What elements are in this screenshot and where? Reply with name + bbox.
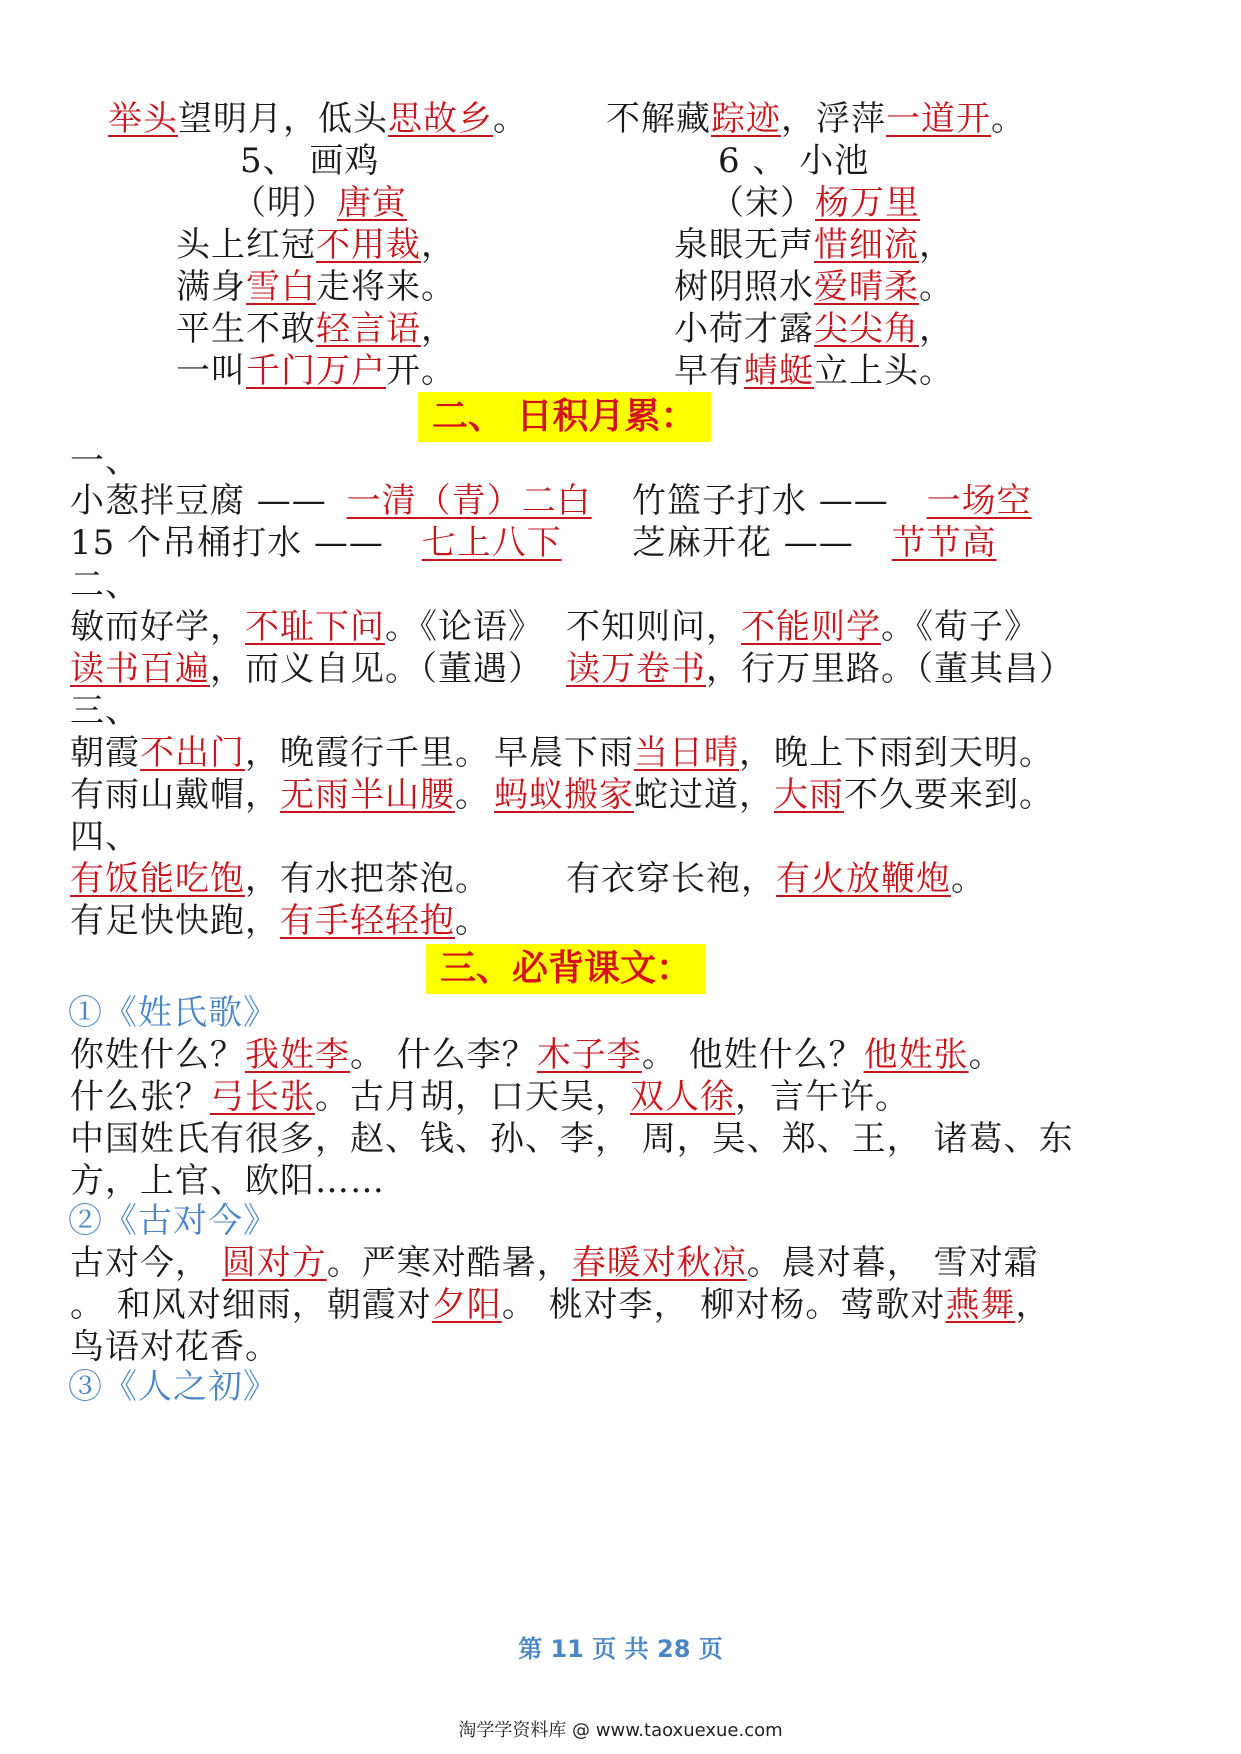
answer: 读万卷书 [566,649,706,689]
answer: 读书百遍 [70,649,210,689]
poem-line-left-top: 举头望明月，低头思故乡。 [108,99,528,139]
part-label: 一、 [70,441,140,481]
answer: 七上八下 [421,523,562,563]
poem-line-right-top: 不解藏踪迹，浮萍一道开。 [606,99,1026,139]
text-title: ②《古对今》 [68,1201,278,1241]
proverb-row: 有雨山戴帽，无雨半山腰。 [70,775,490,815]
text-title: ①《姓氏歌》 [68,993,278,1033]
quote-row: 敏而好学，不耻下问。《论语》 [70,607,543,647]
poem6-line-2: 树阴照水爱晴柔。 [674,267,954,307]
section-heading: 三、必背课文： [426,944,706,994]
poem5-line-3: 平生不敢轻言语， [176,309,456,349]
idiom-row: 15 个吊桶打水 —— 七上八下 [70,523,562,563]
poem6-line-3: 小荷才露尖尖角， [674,309,954,349]
answer: 当日晴 [634,733,739,773]
answer: 弓长张 [210,1077,315,1117]
answer: 一场空 [926,481,1032,521]
answer: 蜻蜓 [744,351,814,391]
answer: 举头 [108,99,178,139]
answer: 尖尖角 [814,309,919,349]
answer: 不能则学 [741,607,881,647]
proverb-row: 早晨下雨当日晴，晚上下雨到天明。 [494,733,1054,773]
answer: 节节高 [891,523,997,563]
text-line: 中国姓氏有很多，赵、钱、孙、李， 周，吴、郑、王， 诸葛、东 [70,1119,1074,1159]
answer: 惜细流 [814,225,919,265]
answer: 大雨 [774,775,844,815]
idiom-row: 竹篮子打水 —— 一场空 [632,481,1032,521]
quote-row: 读书百遍，而义自见。（董遇） [70,649,543,689]
answer: 唐寅 [337,183,407,223]
part-label: 四、 [70,817,140,857]
answer: 一道开 [886,99,991,139]
answer: 燕舞 [945,1285,1016,1325]
idiom-row: 小葱拌豆腐 —— 一清（青）二白 [70,481,592,521]
answer: 爱晴柔 [814,267,919,307]
rhyme-row: 有饭能吃饱，有水把茶泡。 [70,859,490,899]
poem5-line-1: 头上红冠不用裁， [176,225,456,265]
poem6-line-1: 泉眼无声惜细流， [674,225,954,265]
answer: 蚂蚁搬家 [494,775,634,815]
answer: 夕阳 [431,1285,502,1325]
answer: 轻言语 [316,309,421,349]
poem5-line-4: 一叫千门万户开。 [176,351,456,391]
poem5-title: 5、 画鸡 [240,141,380,181]
answer: 我姓李 [245,1035,350,1075]
answer: 千门万户 [246,351,386,391]
quote-row: 不知则问，不能则学。《荀子》 [566,607,1039,647]
site-watermark: 淘学学资料库 @ www.taoxuexue.com [458,1720,783,1741]
answer: 一清（青）二白 [346,481,592,521]
answer: 不出门 [140,733,245,773]
text-title: ③《人之初》 [68,1367,278,1407]
page-number: 第 11 页 共 28 页 [518,1635,723,1663]
answer: 有手轻轻抱 [280,901,455,941]
answer: 踪迹 [711,99,781,139]
answer: 春暖对秋凉 [571,1243,747,1283]
proverb-row: 朝霞不出门，晚霞行千里。 [70,733,490,773]
answer: 不用裁 [316,225,421,265]
answer: 不耻下问 [245,607,385,647]
answer: 木子李 [536,1035,642,1075]
answer: 思故乡 [388,99,493,139]
idiom-row: 芝麻开花 —— 节节高 [632,523,997,563]
quote-row: 读万卷书，行万里路。（董其昌） [566,649,1074,689]
part-label: 二、 [70,565,140,605]
answer: 无雨半山腰 [280,775,455,815]
answer: 有饭能吃饱 [70,859,245,899]
poem6-line-4: 早有蜻蜓立上头。 [674,351,954,391]
rhyme-row: 有足快快跑，有手轻轻抱。 [70,901,490,941]
part-label: 三、 [70,691,140,731]
rhyme-row: 有衣穿长袍，有火放鞭炮。 [566,859,986,899]
poem6-author: （宋）杨万里 [710,183,920,223]
answer: 圆对方 [221,1243,327,1283]
proverb-row: 蚂蚁搬家蛇过道，大雨不久要来到。 [494,775,1054,815]
section-heading: 二、 日积月累： [418,392,711,442]
answer: 双人徐 [630,1077,735,1117]
answer: 雪白 [246,267,316,307]
text-line: 什么张？弓长张。古月胡，口天吴，双人徐，言午许。 [70,1077,910,1117]
poem5-author: （明）唐寅 [232,183,407,223]
answer: 杨万里 [815,183,920,223]
text-line: 你姓什么？我姓李。 什么李？木子李。 他姓什么？他姓张。 [70,1035,1004,1075]
answer: 他姓张 [863,1035,969,1075]
text-line: 古对今， 圆对方。严寒对酷暑，春暖对秋凉。晨对暮， 雪对霜 [70,1243,1039,1283]
text-line: 方，上官、欧阳…… [70,1161,385,1201]
answer: 有火放鞭炮 [776,859,951,899]
text-line: 。 和风对细雨，朝霞对夕阳。 桃对李， 柳对杨。莺歌对燕舞， [70,1285,1051,1325]
text-line: 鸟语对花香。 [70,1327,280,1367]
poem5-line-2: 满身雪白走将来。 [176,267,456,307]
poem6-title: 6 、 小池 [718,141,870,181]
